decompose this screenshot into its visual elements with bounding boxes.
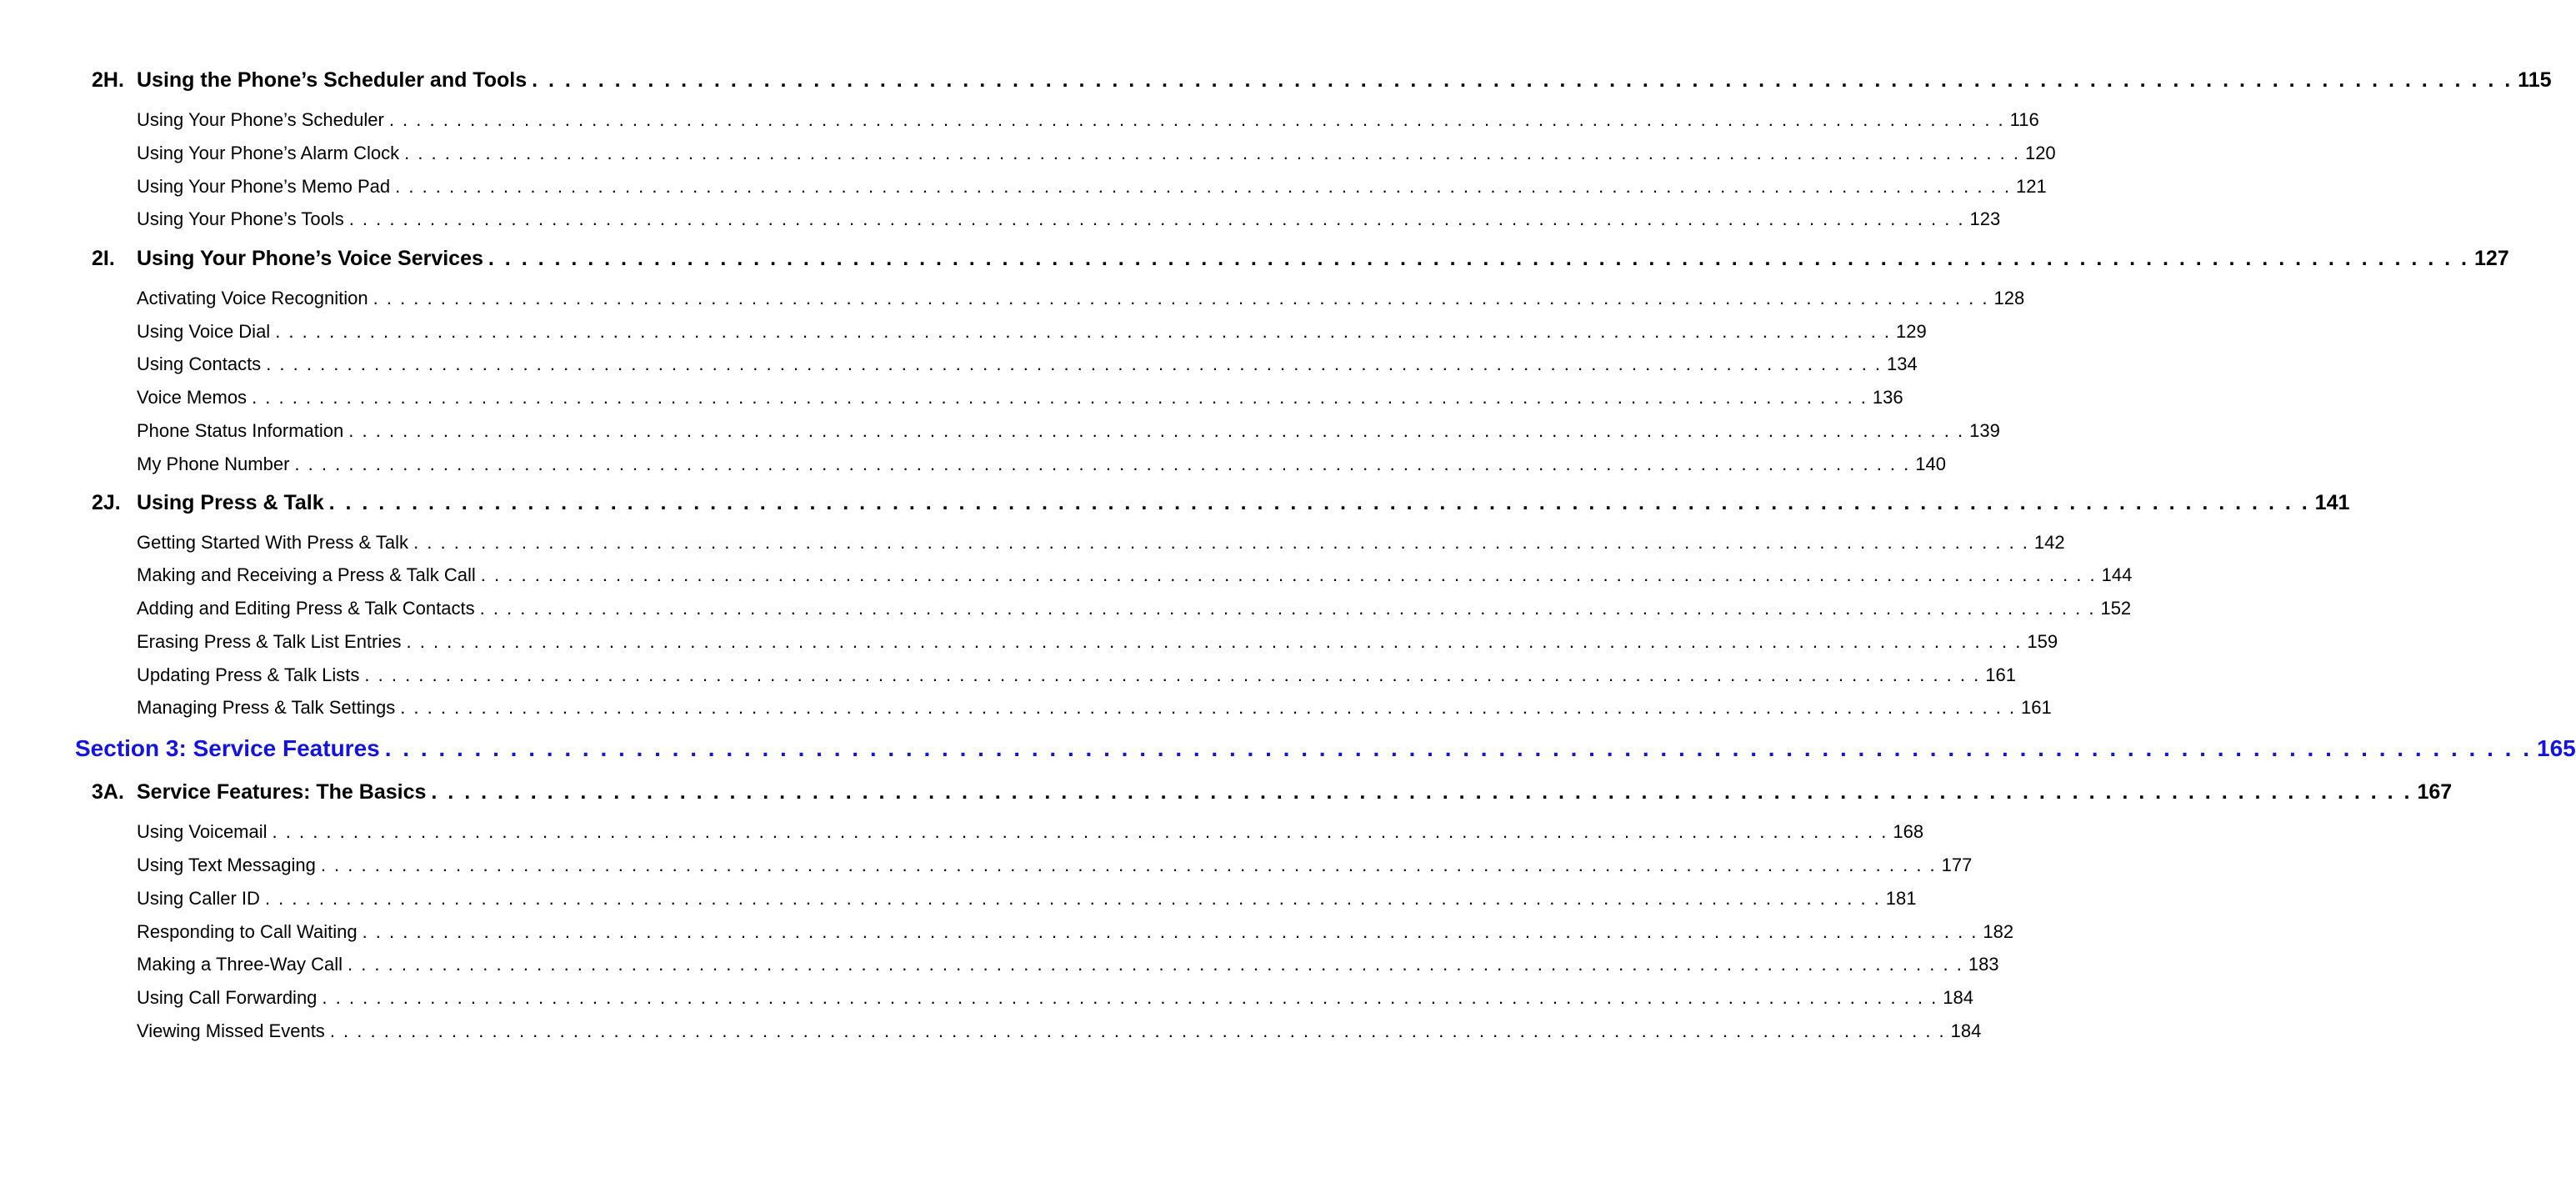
toc-entry-row[interactable] <box>137 420 2000 442</box>
toc-title: Making a Three-Way Call <box>137 954 343 975</box>
toc-title: Using the Phone’s Scheduler and Tools <box>137 68 528 92</box>
dot-leader: . . . . . . . . . . . . . . . . . . . . . . . . . . . . . . . . . . . . . . . . . . . . . . . . . . . . . . . . . . . . . . . . . . . . . . . . . . . . . . . . . . . . . . . . . . . . . . . . . . . . . . . . . . . . . . . . . . . . . . . . <box>328 491 2310 514</box>
page-number: 129 <box>1896 321 1927 342</box>
toc-entry-row[interactable] <box>137 143 2056 164</box>
dot-leader: . . . . . . . . . . . . . . . . . . . . . . . . . . . . . . . . . . . . . . . . . . . . . . . . . . . . . . . . . . . . . . . . . . . . . . . . . . . . . . . . . . . . . . . . . . . . . . . . . . . . . . . . . . . . . . . . . . . . . . . . <box>479 598 2096 619</box>
page-number: 142 <box>2033 532 2065 553</box>
toc-chapter-row[interactable] <box>92 247 2509 271</box>
toc-entry-row[interactable] <box>137 288 2025 309</box>
dot-leader: . . . . . . . . . . . . . . . . . . . . . . . . . . . . . . . . . . . . . . . . . . . . . . . . . . . . . . . . . . . . . . . . . . . . . . . . . . . . . . . . . . . . . . . . . . . . . . . . . . . . . . . . . . . . . . . . . . . . . . . . <box>388 109 2005 130</box>
toc-entry-row[interactable] <box>137 454 1946 475</box>
dot-leader: . . . . . . . . . . . . . . . . . . . . . . . . . . . . . . . . . . . . . . . . . . . . . . . . . . . . . . . . . . . . . . . . . . . . . . . . . . . . . . . . . . . . . . . . . . . . . . . . . . . . . . . . . . . . . . . . . . . . . . . . <box>480 564 2097 585</box>
toc-title: Viewing Missed Events <box>137 1020 325 1041</box>
toc-section-row[interactable] <box>75 735 2576 762</box>
dot-leader: . . . . . . . . . . . . . . . . . . . . . . . . . . . . . . . . . . . . . . . . . . . . . . . . . . . . . . . . . . . . . . . . . . . . . . . . . . . . . . . . . . . . . . . . . . . . . . . . . . . . . . . . . . . . . . . . . . . . . . . . <box>532 68 2513 92</box>
toc-title: Activating Voice Recognition <box>137 288 368 308</box>
toc-entry-row[interactable] <box>137 697 2052 719</box>
toc-title: Phone Status Information <box>137 420 344 441</box>
page-number: 136 <box>1872 387 1903 408</box>
toc-entry-row[interactable] <box>137 598 2132 619</box>
dot-leader: . . . . . . . . . . . . . . . . . . . . . . . . . . . . . . . . . . . . . . . . . . . . . . . . . . . . . . . . . . . . . . . . . . . . . . . . . . . . . . . . . . . . . . . . . . . . . . . . . . . . . . . . . . . . . . . . . . . . . . . . <box>395 176 2011 197</box>
toc-title: Using Your Phone’s Scheduler <box>137 109 384 130</box>
toc-title: Using Caller ID <box>137 888 260 909</box>
dot-leader: . . . . . . . . . . . . . . . . . . . . . . . . . . . . . . . . . . . . . . . . . . . . . . . . . . . . . . . . . . . . . . . . . . . . . . . . . . . . . . . . . . . . . . . . . . . . . . . . . . . . . . . . . . . . . . . . . . . . . . . . <box>347 954 1963 975</box>
toc-title: Using Your Phone’s Tools <box>137 208 344 229</box>
dot-leader: . . . . . . . . . . . . . . . . . . . . . . . . . . . . . . . . . . . . . . . . . . . . . . . . . . . . . . . . . . . . . . . . . . . . . . . . . . . . . . . . . . . . . . . . . . . . . . . . . . . . . . . . . . . . . . . . . . . . . . . . <box>264 888 1881 909</box>
page-number: 165 <box>2537 735 2576 761</box>
toc-title: Getting Started With Press & Talk <box>137 532 409 553</box>
page-number: 184 <box>1950 1020 1982 1041</box>
page-number: 161 <box>1985 664 2016 685</box>
page-number: 120 <box>2024 143 2056 163</box>
page-number: 127 <box>2473 247 2509 270</box>
dot-leader: . . . . . . . . . . . . . . . . . . . . . . . . . . . . . . . . . . . . . . . . . . . . . . . . . . . . . . . . . . . . . . . . . . . . . . . . . . . . . . . . . . . . . . . . . . . . . . . . . . . . . . . . . . . . . . . . . . . . . . . . <box>266 353 1883 374</box>
toc-chapter-row[interactable] <box>92 68 2552 93</box>
toc-entry-row[interactable] <box>137 921 2014 943</box>
page-number: 140 <box>1915 454 1946 474</box>
toc-title: Using Voicemail <box>137 821 268 842</box>
dot-leader: . . . . . . . . . . . . . . . . . . . . . . . . . . . . . . . . . . . . . . . . . . . . . . . . . . . . . . . . . . . . . . . . . . . . . . . . . . . . . . . . . . . . . . . . . . . . . . . . . . . . . . . . . . . . . . . . . . . . . . . . <box>272 821 1888 842</box>
dot-leader: . . . . . . . . . . . . . . . . . . . . . . . . . . . . . . . . . . . . . . . . . . . . . . . . . . . . . . . . . . . . . . . . . . . . . . . . . . . . . . . . . . . . . . . . . . . . . . . . . . . . . . . . . . . . . . . . . . . . . . . . <box>275 321 1892 342</box>
page-number: 177 <box>1941 855 1973 875</box>
toc-title: Using Contacts <box>137 353 262 374</box>
page-number: 181 <box>1885 888 1917 909</box>
toc-entry-row[interactable] <box>137 109 2039 131</box>
toc-entry-row[interactable] <box>137 387 1903 409</box>
dot-leader: . . . . . . . . . . . . . . . . . . . . . . . . . . . . . . . . . . . . . . . . . . . . . . . . . . . . . . . . . . . . . . . . . . . . . . . . . . . . . . . . . . . . . . . . . . . . . . . . . . . . . . . . . . . . . . . . . . . . . . . . <box>348 420 1965 441</box>
toc-entry-row[interactable] <box>137 321 1927 343</box>
toc-title: Updating Press & Talk Lists <box>137 664 360 685</box>
toc-title: Erasing Press & Talk List Entries <box>137 631 402 652</box>
page-number: 116 <box>2009 109 2039 130</box>
dot-leader: . . . . . . . . . . . . . . . . . . . . . . . . . . . . . . . . . . . . . . . . . . . . . . . . . . . . . . . . . . . . . . . . . . . . . . . . . . . . . . . . . . . . . . . . . . . . . . . . . . . . . . . . . . . . . . . . . . . . . . . . <box>384 735 2532 761</box>
page-number: 183 <box>1968 954 1999 975</box>
toc-title: Making and Receiving a Press & Talk Call <box>137 564 476 585</box>
toc-chapter-row[interactable] <box>92 491 2350 515</box>
toc-title: Using Your Phone’s Alarm Clock <box>137 143 400 163</box>
toc-title: Managing Press & Talk Settings <box>137 697 396 718</box>
toc-title: Using Voice Dial <box>137 321 271 342</box>
toc-entry-row[interactable] <box>137 353 1918 375</box>
page-number: 144 <box>2101 564 2133 585</box>
page-number: 161 <box>2021 697 2052 718</box>
toc-entry-row[interactable] <box>137 176 2047 198</box>
toc-entry-row[interactable] <box>137 888 1917 910</box>
toc-title: Using Press & Talk <box>137 491 324 514</box>
dot-leader: . . . . . . . . . . . . . . . . . . . . . . . . . . . . . . . . . . . . . . . . . . . . . . . . . . . . . . . . . . . . . . . . . . . . . . . . . . . . . . . . . . . . . . . . . . . . . . . . . . . . . . . . . . . . . . . . . . . . . . . . <box>252 387 1868 408</box>
dot-leader: . . . . . . . . . . . . . . . . . . . . . . . . . . . . . . . . . . . . . . . . . . . . . . . . . . . . . . . . . . . . . . . . . . . . . . . . . . . . . . . . . . . . . . . . . . . . . . . . . . . . . . . . . . . . . . . . . . . . . . . . <box>373 288 1989 308</box>
dot-leader: . . . . . . . . . . . . . . . . . . . . . . . . . . . . . . . . . . . . . . . . . . . . . . . . . . . . . . . . . . . . . . . . . . . . . . . . . . . . . . . . . . . . . . . . . . . . . . . . . . . . . . . . . . . . . . . . . . . . . . . . <box>322 987 1938 1008</box>
toc-title: Using Call Forwarding <box>137 987 318 1008</box>
toc-entry-row[interactable] <box>137 664 2016 686</box>
dot-leader: . . . . . . . . . . . . . . . . . . . . . . . . . . . . . . . . . . . . . . . . . . . . . . . . . . . . . . . . . . . . . . . . . . . . . . . . . . . . . . . . . . . . . . . . . . . . . . . . . . . . . . . . . . . . . . . . . . . . . . . . <box>294 454 1911 474</box>
toc-chapter-row[interactable] <box>92 780 2453 805</box>
page-number: 159 <box>2027 631 2058 652</box>
toc-entry-row[interactable] <box>137 532 2065 554</box>
toc-title: Service Features: The Basics <box>137 780 427 804</box>
toc-title: Using Text Messaging <box>137 855 316 875</box>
page-number: 167 <box>2417 780 2453 804</box>
toc-title: Voice Memos <box>137 387 248 408</box>
page-number: 141 <box>2314 491 2350 514</box>
chapter-number: 2I. <box>92 247 115 270</box>
dot-leader: . . . . . . . . . . . . . . . . . . . . . . . . . . . . . . . . . . . . . . . . . . . . . . . . . . . . . . . . . . . . . . . . . . . . . . . . . . . . . . . . . . . . . . . . . . . . . . . . . . . . . . . . . . . . . . . . . . . . . . . . <box>348 208 1965 229</box>
dot-leader: . . . . . . . . . . . . . . . . . . . . . . . . . . . . . . . . . . . . . . . . . . . . . . . . . . . . . . . . . . . . . . . . . . . . . . . . . . . . . . . . . . . . . . . . . . . . . . . . . . . . . . . . . . . . . . . . . . . . . . . . <box>362 921 1978 942</box>
toc-entry-row[interactable] <box>137 987 1973 1009</box>
dot-leader: . . . . . . . . . . . . . . . . . . . . . . . . . . . . . . . . . . . . . . . . . . . . . . . . . . . . . . . . . . . . . . . . . . . . . . . . . . . . . . . . . . . . . . . . . . . . . . . . . . . . . . . . . . . . . . . . . . . . . . . . <box>404 143 2020 163</box>
dot-leader: . . . . . . . . . . . . . . . . . . . . . . . . . . . . . . . . . . . . . . . . . . . . . . . . . . . . . . . . . . . . . . . . . . . . . . . . . . . . . . . . . . . . . . . . . . . . . . . . . . . . . . . . . . . . . . . . . . . . . . . . <box>364 664 1981 685</box>
page-number: 152 <box>2100 598 2132 619</box>
toc-entry-row[interactable] <box>137 855 1973 876</box>
dot-leader: . . . . . . . . . . . . . . . . . . . . . . . . . . . . . . . . . . . . . . . . . . . . . . . . . . . . . . . . . . . . . . . . . . . . . . . . . . . . . . . . . . . . . . . . . . . . . . . . . . . . . . . . . . . . . . . . . . . . . . . . <box>431 780 2413 804</box>
toc-entry-row[interactable] <box>137 564 2133 586</box>
toc-entry-row[interactable] <box>137 208 2001 230</box>
dot-leader: . . . . . . . . . . . . . . . . . . . . . . . . . . . . . . . . . . . . . . . . . . . . . . . . . . . . . . . . . . . . . . . . . . . . . . . . . . . . . . . . . . . . . . . . . . . . . . . . . . . . . . . . . . . . . . . . . . . . . . . . <box>413 532 2029 553</box>
chapter-number: 2H. <box>92 68 124 92</box>
toc-entry-row[interactable] <box>137 631 2058 653</box>
toc-title: My Phone Number <box>137 454 290 474</box>
dot-leader: . . . . . . . . . . . . . . . . . . . . . . . . . . . . . . . . . . . . . . . . . . . . . . . . . . . . . . . . . . . . . . . . . . . . . . . . . . . . . . . . . . . . . . . . . . . . . . . . . . . . . . . . . . . . . . . . . . . . . . . . <box>329 1020 1946 1041</box>
chapter-number: 2J. <box>92 491 121 514</box>
page-number: 182 <box>1983 921 2014 942</box>
page-number: 184 <box>1943 987 1973 1008</box>
toc-title: Section 3: Service Features <box>75 735 380 761</box>
toc-title: Responding to Call Waiting <box>137 921 358 942</box>
page-number: 168 <box>1893 821 1924 842</box>
page-number: 115 <box>2518 68 2552 92</box>
page-number: 121 <box>2015 176 2047 197</box>
toc-title: Using Your Phone’s Memo Pad <box>137 176 391 197</box>
toc-title: Using Your Phone’s Voice Services <box>137 247 483 270</box>
chapter-number: 3A. <box>92 780 124 804</box>
page-number: 134 <box>1887 353 1918 374</box>
toc-entry-row[interactable] <box>137 954 1999 975</box>
toc-title: Adding and Editing Press & Talk Contacts <box>137 598 475 619</box>
page-number: 123 <box>1969 208 2001 229</box>
toc-entry-row[interactable] <box>137 821 1924 843</box>
page-number: 128 <box>1993 288 2025 308</box>
dot-leader: . . . . . . . . . . . . . . . . . . . . . . . . . . . . . . . . . . . . . . . . . . . . . . . . . . . . . . . . . . . . . . . . . . . . . . . . . . . . . . . . . . . . . . . . . . . . . . . . . . . . . . . . . . . . . . . . . . . . . . . . <box>320 855 1937 875</box>
dot-leader: . . . . . . . . . . . . . . . . . . . . . . . . . . . . . . . . . . . . . . . . . . . . . . . . . . . . . . . . . . . . . . . . . . . . . . . . . . . . . . . . . . . . . . . . . . . . . . . . . . . . . . . . . . . . . . . . . . . . . . . . <box>488 247 2469 270</box>
dot-leader: . . . . . . . . . . . . . . . . . . . . . . . . . . . . . . . . . . . . . . . . . . . . . . . . . . . . . . . . . . . . . . . . . . . . . . . . . . . . . . . . . . . . . . . . . . . . . . . . . . . . . . . . . . . . . . . . . . . . . . . . <box>400 697 2017 718</box>
dot-leader: . . . . . . . . . . . . . . . . . . . . . . . . . . . . . . . . . . . . . . . . . . . . . . . . . . . . . . . . . . . . . . . . . . . . . . . . . . . . . . . . . . . . . . . . . . . . . . . . . . . . . . . . . . . . . . . . . . . . . . . . <box>406 631 2023 652</box>
toc-entry-row[interactable] <box>137 1020 1982 1042</box>
page-number: 139 <box>1969 420 2000 441</box>
